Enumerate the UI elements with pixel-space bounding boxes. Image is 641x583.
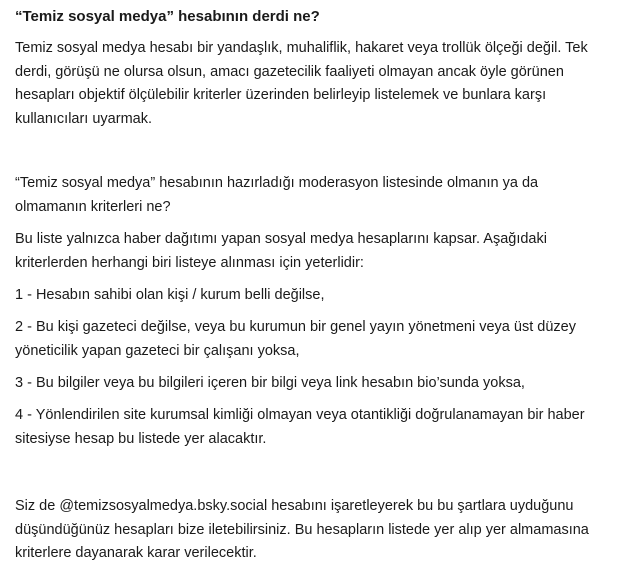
criterion-3 (15, 372, 640, 396)
text-line: Siz de @temizsosyalmedya.bsky.social hesabını işaretleyerek bu bu şartlara uyduğunu (15, 498, 574, 514)
text-line: 3 - Bu bilgiler veya bu bilgileri içeren bir bilgi veya link hesabın bio’sunda yoksa, (15, 375, 525, 391)
text-line: sitesiyse hesap bu listede yer alacaktır. (15, 430, 267, 447)
intro-paragraph (15, 37, 640, 131)
closing-paragraph (15, 495, 640, 566)
text-line: Temiz sosyal medya hesabı bir yandaşlık, muhaliflik, hakaret veya trollük ölçeği değil. Tek (15, 40, 588, 56)
text-line: düşündüğünüz hesapları bize iletebilirsiniz. Bu hesapların listede yer alıp yer almamasına (15, 521, 589, 538)
scope-paragraph (15, 228, 640, 275)
criterion-1 (15, 284, 640, 308)
text-line: olmamanın kriterleri ne? (15, 198, 171, 215)
text-line: kriterlerden herhangi biri listeye alınması için yeterlidir: (15, 254, 364, 271)
page-title: “Temiz sosyal medya” hesabının derdi ne? (15, 8, 320, 25)
text-line: hesapları objektif ölçülebilir kriterler üzerinden belirleyip listelemek ve bunlara karşı (15, 87, 547, 103)
text-line: Bu liste yalnızca haber dağıtımı yapan sosyal medya hesaplarını kapsar. Aşağıdaki (15, 231, 547, 247)
criterion-4 (15, 404, 640, 451)
text-line: 2 - Bu kişi gazeteci değilse, veya bu kurumun bir genel yayın yönetmeni veya üst düzey (15, 319, 576, 335)
criterion-2 (15, 316, 640, 363)
text-line: kriterlere dayanarak karar verilecektir. (15, 545, 257, 561)
text-line: “Temiz sosyal medya” hesabının hazırladığı moderasyon listesinde olmanın ya da (15, 175, 539, 191)
question-paragraph (15, 172, 640, 219)
text-line: yöneticilik yapan gazeteci bir çalışanı yoksa, (15, 342, 300, 359)
text-line: 4 - Yönlendirilen site kurumsal kimliği olmayan veya otantikliği doğrulanamayan bir haber (15, 407, 585, 423)
text-line: 1 - Hesabın sahibi olan kişi / kurum belli değilse, (15, 287, 325, 303)
text-line: kullanıcıları uyarmak. (15, 110, 152, 127)
text-line: derdi, görüşü ne olursa olsun, amacı gazetecilik faaliyeti olmayan ancak öyle görünen (15, 63, 564, 80)
